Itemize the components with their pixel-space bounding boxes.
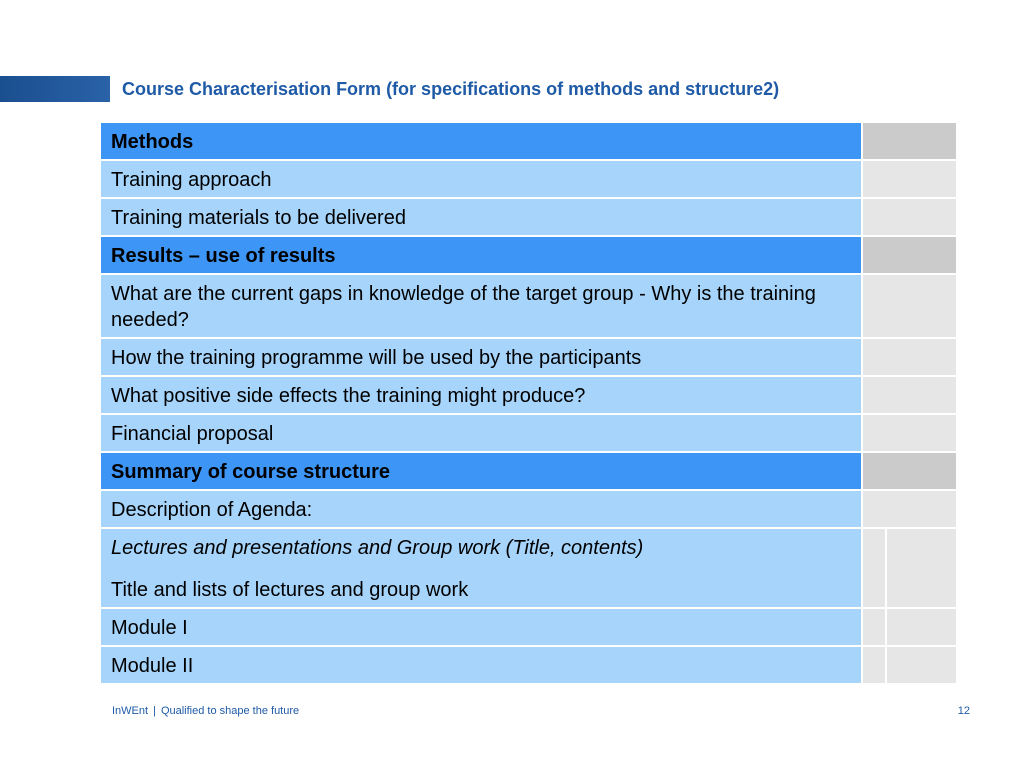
value-cell-wide[interactable] [887,647,958,685]
value-cell-narrow[interactable] [863,529,887,609]
value-cell[interactable] [863,275,958,339]
value-cell[interactable] [863,161,958,199]
table-row [101,339,958,377]
value-cell[interactable] [863,453,958,491]
table-row [101,609,958,647]
row-label-knowledge-gaps: What are the current gaps in knowledge of the target group - Why is the training needed? [101,275,863,339]
course-form-table [101,123,958,685]
table-row [101,377,958,415]
page-number: 12 [957,705,970,717]
table-row [101,647,958,685]
title-accent-bar [0,76,110,102]
table-row [101,491,958,529]
row-label-module-2: Module II [101,647,863,685]
value-cell[interactable] [863,415,958,453]
value-cell[interactable] [863,123,958,161]
row-label-lectures [101,529,863,609]
table-row [101,415,958,453]
row-label-training-materials: Training materials to be delivered [101,199,863,237]
section-header-summary: Summary of course structure [101,453,863,491]
footer-separator: | [153,705,156,717]
lectures-heading: Lectures and presentations and Group work (Title, contents) [111,537,644,559]
value-cell-narrow[interactable] [863,609,887,647]
value-cell-wide[interactable] [887,609,958,647]
row-label-programme-use: How the training programme will be used by the participants [101,339,863,377]
value-cell[interactable] [863,237,958,275]
lectures-subtext: Title and lists of lectures and group work [111,579,469,601]
section-header-methods: Methods [101,123,863,161]
footer-org: InWEnt [112,705,149,717]
value-cell[interactable] [863,491,958,529]
footer-tagline: Qualified to shape the future [160,705,300,717]
row-label-financial-proposal: Financial proposal [101,415,863,453]
row-label-agenda: Description of Agenda: [101,491,863,529]
table-row [101,275,958,339]
slide-title: Course Characterisation Form (for specifications of methods and structure2) [122,79,780,99]
row-label-training-approach: Training approach [101,161,863,199]
table-row [101,161,958,199]
value-cell[interactable] [863,199,958,237]
section-row-summary [101,453,958,491]
table-row [101,199,958,237]
row-label-side-effects: What positive side effects the training might produce? [101,377,863,415]
value-cell[interactable] [863,377,958,415]
footer [112,705,299,717]
section-row-results [101,237,958,275]
value-cell-narrow[interactable] [863,647,887,685]
section-row-methods [101,123,958,161]
value-cell[interactable] [863,339,958,377]
value-cell-wide[interactable] [887,529,958,609]
section-header-results: Results – use of results [101,237,863,275]
table-row [101,529,958,609]
row-label-module-1: Module I [101,609,863,647]
